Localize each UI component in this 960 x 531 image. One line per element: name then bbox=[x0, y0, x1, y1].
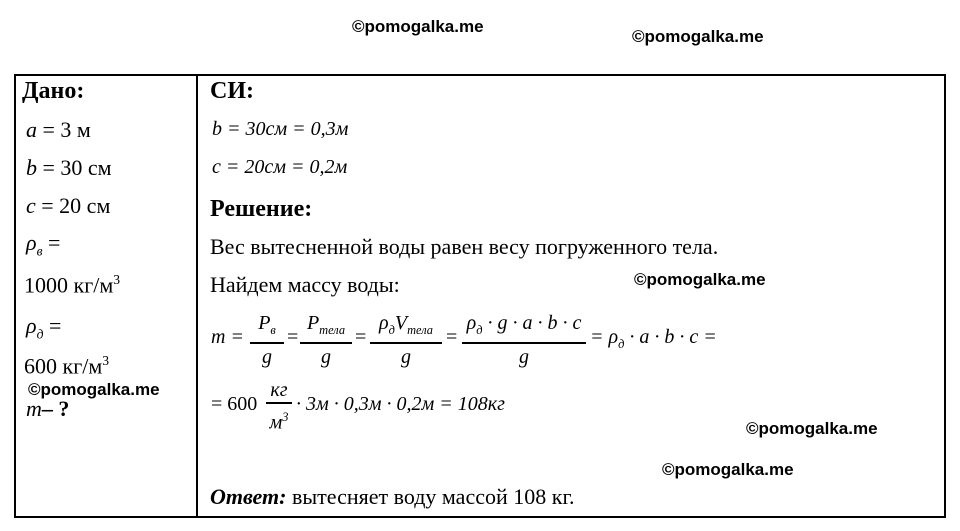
solution-text-2: Найдем массу воды: bbox=[210, 272, 400, 297]
given-c: c = 20 см bbox=[26, 193, 111, 218]
equals-sign: = bbox=[446, 326, 458, 348]
equals-sign: = bbox=[355, 326, 367, 348]
fraction-rho-gabc-over-g: $\rho_д \cdot g \cdot a \cdot b \cdot c$ g bbox=[462, 311, 586, 370]
formula-line2-start: = 600 bbox=[211, 393, 258, 415]
given-rho-body: $\rho_д$ = bbox=[26, 313, 62, 342]
fraction-pv-over-g: $P_в$ g bbox=[250, 311, 284, 370]
si-heading: СИ: bbox=[210, 78, 254, 104]
answer: Ответ: вытесняет воду массой 108 кг. bbox=[210, 484, 575, 509]
column-divider bbox=[196, 74, 198, 518]
given-heading: Дано: bbox=[22, 78, 85, 104]
given-find: m– ? bbox=[26, 396, 70, 421]
given-rho-water: $\rho_в$ = bbox=[26, 230, 61, 259]
watermark: ©pomogalka.me bbox=[746, 419, 878, 438]
watermark: ©pomogalka.me bbox=[662, 460, 794, 479]
solution-text-1: Вес вытесненной воды равен весу погруженного тела. bbox=[210, 234, 719, 259]
watermark: ©pomogalka.me bbox=[634, 270, 766, 289]
given-rho-water-value: 1000 $кг/м^3$ bbox=[24, 272, 121, 298]
si-line-c: c = 20см = 0,2м bbox=[212, 156, 348, 178]
fraction-pbody-over-g: $P_{тела}$ g bbox=[300, 311, 352, 370]
given-rho-body-value: 600 $кг/м^3$ bbox=[24, 353, 110, 379]
formula-line2-rest: · 3м · 0,3м · 0,2м = 108кг bbox=[296, 393, 505, 415]
si-line-b: b = 30см = 0,3м bbox=[212, 118, 349, 140]
given-b: b = 30 см bbox=[26, 155, 112, 180]
fraction-rho-v-over-g: $\rho_дV_{тела}$ g bbox=[370, 311, 442, 370]
fraction-kg-over-m3: кг $м^3$ bbox=[266, 378, 292, 435]
equals-sign: = bbox=[287, 326, 299, 348]
given-a: a = 3 м bbox=[26, 117, 91, 142]
formula-tail: = $\rho_д \cdot a \cdot b \cdot c$ = bbox=[590, 326, 717, 351]
watermark: ©pomogalka.me bbox=[632, 27, 764, 46]
solution-heading: Решение: bbox=[210, 196, 313, 222]
watermark: ©pomogalka.me bbox=[28, 380, 160, 399]
watermark: ©pomogalka.me bbox=[352, 17, 484, 36]
formula-m: m = bbox=[211, 326, 244, 348]
solution-table bbox=[14, 74, 946, 518]
